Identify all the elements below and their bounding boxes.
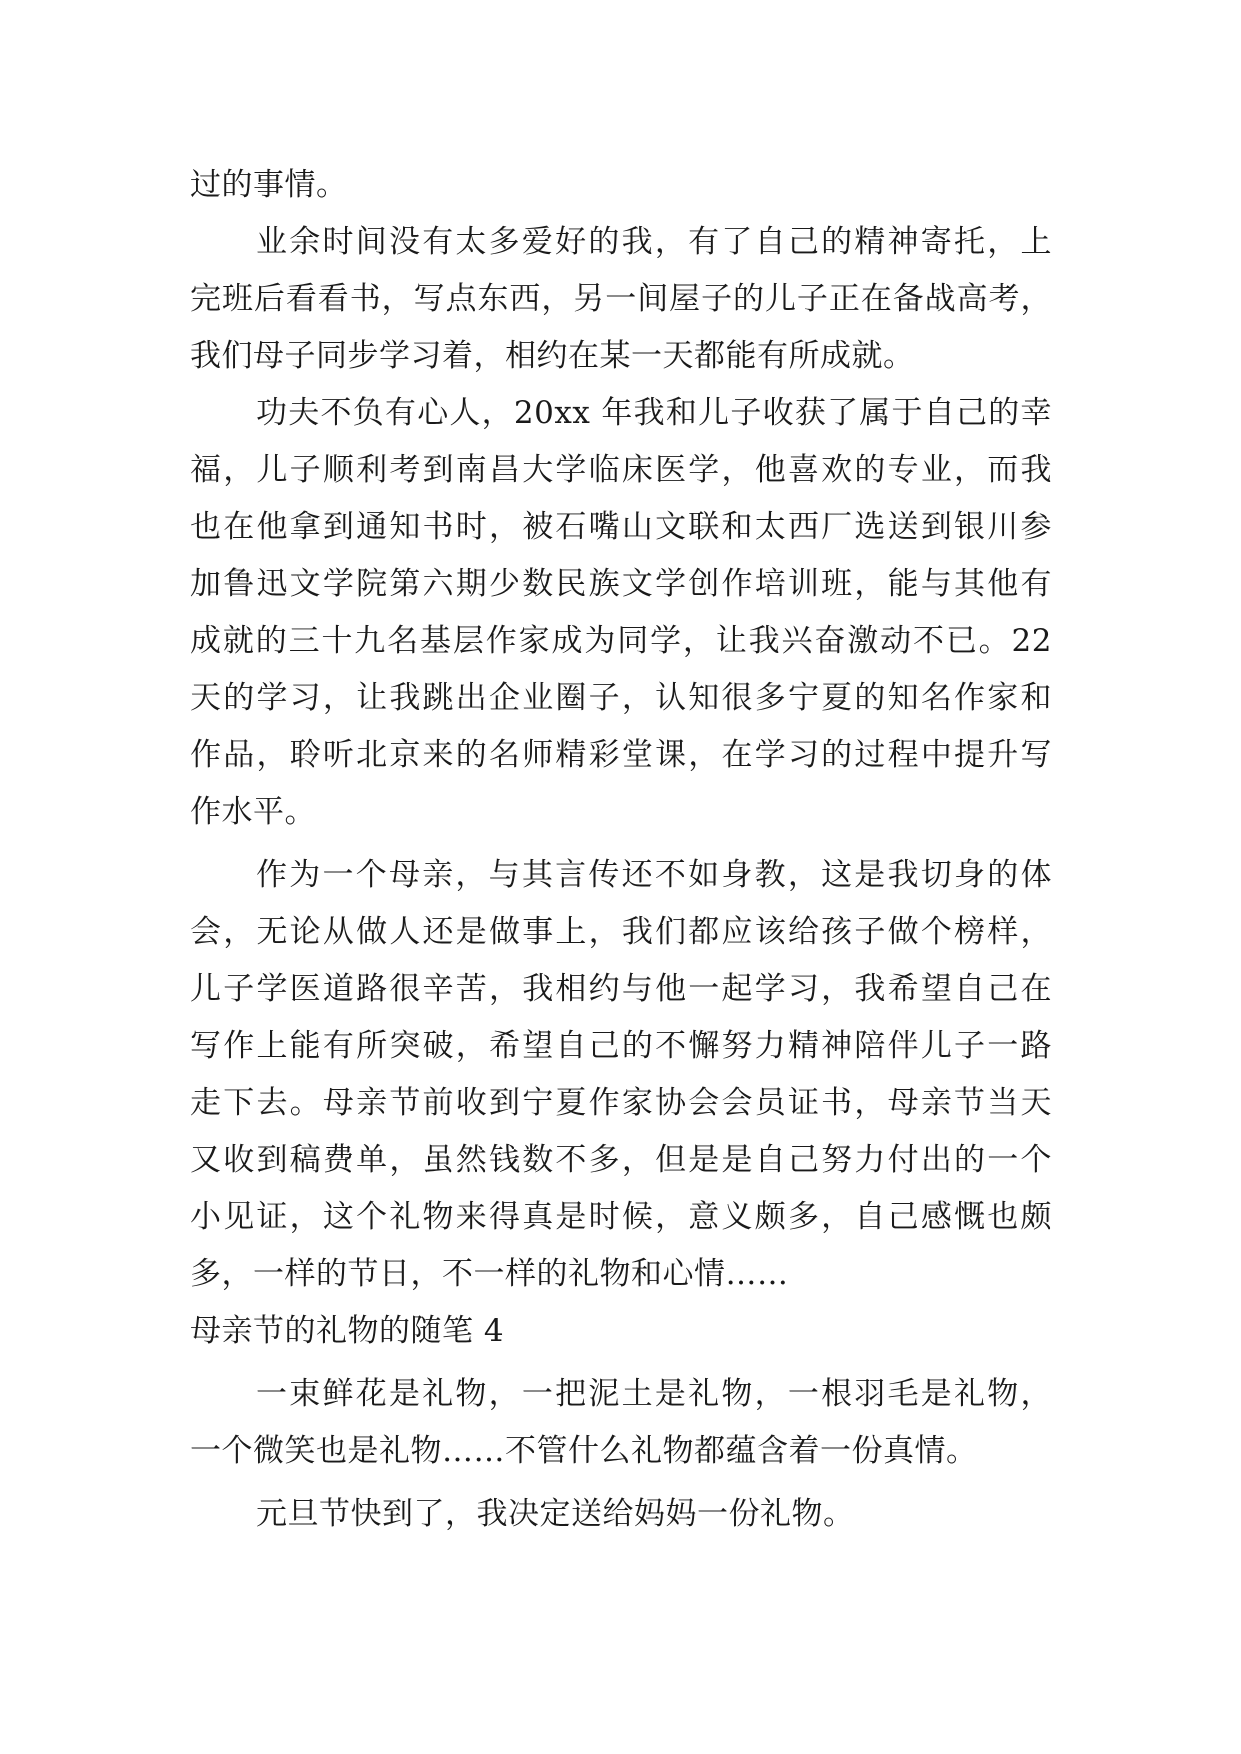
paragraph-first-line: 功夫不负有心人，20xx 年我和儿子收获了属于自己的幸 xyxy=(256,395,1052,431)
text-line: 天的学习，让我跳出企业圈子，认知很多宁夏的知名作家和 xyxy=(190,680,1052,716)
text-line: 成就的三十九名基层作家成为同学，让我兴奋激动不已。22 xyxy=(190,623,1052,659)
text-line: 加鲁迅文学院第六期少数民族文学创作培训班，能与其他有 xyxy=(190,566,1052,602)
text-line: 会，无论从做人还是做事上，我们都应该给孩子做个榜样， xyxy=(190,914,1052,950)
text-line: 我们母子同步学习着，相约在某一天都能有所成就。 xyxy=(190,338,915,374)
text-line: 儿子学医道路很辛苦，我相约与他一起学习，我希望自己在 xyxy=(190,971,1052,1007)
text-line: 福，儿子顺利考到南昌大学临床医学，他喜欢的专业，而我 xyxy=(190,452,1052,488)
paragraph-first-line: 元旦节快到了，我决定送给妈妈一份礼物。 xyxy=(256,1496,855,1532)
text-line: 多，一样的节日，不一样的礼物和心情…… xyxy=(190,1256,789,1292)
paragraph-first-line: 作为一个母亲，与其言传还不如身教，这是我切身的体 xyxy=(256,857,1052,893)
paragraph-first-line: 业余时间没有太多爱好的我，有了自己的精神寄托，上 xyxy=(256,224,1052,260)
text-line: 走下去。母亲节前收到宁夏作家协会会员证书，母亲节当天 xyxy=(190,1085,1052,1121)
text-line: 一个微笑也是礼物……不管什么礼物都蕴含着一份真情。 xyxy=(190,1433,978,1469)
paragraph-first-line: 一束鲜花是礼物，一把泥土是礼物，一根羽毛是礼物， xyxy=(256,1376,1052,1412)
text-line: 过的事情。 xyxy=(190,167,348,203)
text-line: 作水平。 xyxy=(190,794,316,830)
section-title: 母亲节的礼物的随笔 4 xyxy=(190,1313,505,1349)
text-line: 作品，聆听北京来的名师精彩堂课，在学习的过程中提升写 xyxy=(190,737,1052,773)
text-line: 写作上能有所突破，希望自己的不懈努力精神陪伴儿子一路 xyxy=(190,1028,1052,1064)
text-line: 完班后看看书，写点东西，另一间屋子的儿子正在备战高考， xyxy=(190,281,1052,317)
text-line: 也在他拿到通知书时，被石嘴山文联和太西厂选送到银川参 xyxy=(190,509,1052,545)
text-line: 小见证，这个礼物来得真是时候，意义颇多，自己感慨也颇 xyxy=(190,1199,1052,1235)
text-line: 又收到稿费单，虽然钱数不多，但是是自己努力付出的一个 xyxy=(190,1142,1052,1178)
